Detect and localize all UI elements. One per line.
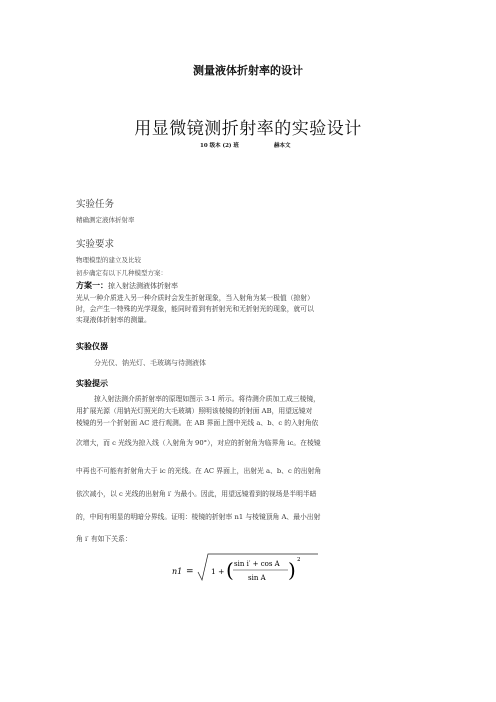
formula-left-paren: ( <box>226 558 234 582</box>
page-title: 用显微镜测折射率的实验设计 <box>134 119 362 139</box>
requirements-line-2: 初步确定有以下几种模型方案： <box>76 269 167 277</box>
formula-denominator: sin A <box>248 574 266 582</box>
formula-exponent: 2 <box>297 557 301 563</box>
formula-lhs-text: n1 <box>172 567 183 576</box>
byline-class: 10 级本 (2) 班 <box>200 143 239 149</box>
hint-line-5: 中再也不可能有折射角大于 ic 的光线。在 AC 界面上，出射光 a、b、c 的出射角 <box>76 467 322 475</box>
task-text: 精确测定液体折射率 <box>76 216 135 224</box>
hint-line-4: 次增大，而 c 光线为掠入线（入射角为 90°），对应的折射角为临界角 ic。在棱镜 <box>76 439 321 447</box>
formula-one-plus: 1 + <box>211 567 225 576</box>
formula-right-paren: ) <box>288 558 296 582</box>
plan-1-line <box>76 280 178 291</box>
plan-1-paragraph <box>76 293 434 326</box>
hint-line-3: 棱镜的另一个折射面 AC 进行观测。在 AB 界面上图中光线 a、b、c 的入射角依 <box>76 419 319 427</box>
refractive-index-formula <box>168 550 328 594</box>
hint-line-7: 的，中间有明显的明暗分界线。证明：棱镜的折射率 n1 与棱镜顶角 A、最小出射 <box>76 513 321 521</box>
formula-equals: = <box>186 567 194 577</box>
hint-line-8: 角 i′ 有如下关系： <box>76 535 132 543</box>
requirements-heading: 实验要求 <box>76 239 115 250</box>
formula-numerator: sin i′ + cos A <box>234 560 280 568</box>
plan-1-label: 方案一： <box>76 281 108 290</box>
byline-author: 赫本文 <box>274 143 291 149</box>
plan-1-line-1: 光从一种介质进入另一种介质时会发生折射现象，当入射角为某一极值（掠射） <box>76 294 314 302</box>
instruments-text: 分光仪、钠光灯、毛玻璃与待测液体 <box>94 359 206 367</box>
instruments-heading: 实验仪器 <box>76 342 108 351</box>
plan-1-line-2: 时，会产生一特殊的光学现象，能同时看到有折射光和无折射光的现象，就可以 <box>76 305 314 313</box>
task-heading: 实验任务 <box>76 199 115 210</box>
hint-line-1: 掠入射法测介质折射率的原理如图示 3-1 所示。将待测介质加工成三棱镜， <box>94 395 320 403</box>
requirements-line-1: 物理模型的建立及比较 <box>76 256 141 264</box>
hint-line-6: 依次减小，以 c 光线的出射角 i′ 为最小。因此，用望远镜看到的视场是半明半暗 <box>76 490 317 498</box>
hints-heading: 实验提示 <box>76 379 108 388</box>
plan-1-title: 掠入射法测液体折射率 <box>108 282 178 290</box>
formula-lhs <box>172 567 182 576</box>
plan-1-line-3: 实现液体折射率的测量。 <box>76 316 151 324</box>
hint-line-2: 用扩展光源（用钠光灯照光的大毛玻璃）照明该棱镜的折射面 AB，用望远镜对 <box>76 407 313 415</box>
header-title: 测量液体折射率的设计 <box>193 64 303 77</box>
